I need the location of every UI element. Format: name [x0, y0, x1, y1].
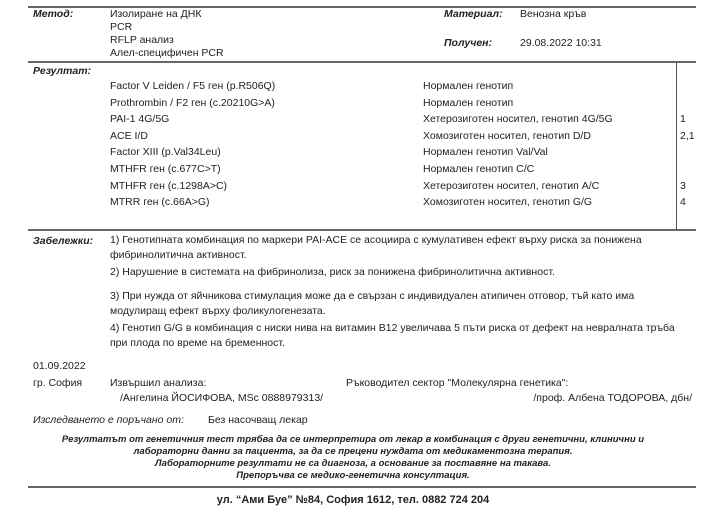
ordered-by-label: Изследването е поръчано от: — [33, 414, 184, 426]
result-result: Нормален генотип Val/Val — [423, 146, 548, 159]
disclaimer-line: Резултатът от генетичния тест трябва да се интерпретира от лекар в комбинация с други генетични, клинични и — [61, 434, 645, 445]
result-marker: Prothrombin / F2 ген (c.20210G>A) — [110, 96, 275, 109]
material-value: Венозна кръв — [520, 8, 587, 20]
method-item: PCR — [110, 21, 133, 33]
result-result: Нормален генотип C/C — [423, 163, 535, 175]
disclaimer-line: лабораторни данни за пациента, за да се прецени нуждата от медикаментозна терапия. — [133, 446, 573, 457]
report-date: 01.09.2022 — [33, 360, 86, 372]
received-value: 29.08.2022 10:31 — [520, 37, 602, 49]
result-note: 4 — [680, 196, 686, 209]
result-marker: MTRR ген (c.66A>G) — [110, 196, 210, 209]
result-marker: Factor V Leiden / F5 ген (p.R506Q) — [110, 80, 276, 92]
result-marker: ACE I/D — [110, 129, 148, 142]
remark-item: 2) Нарушение в системата на фибринолиза, риск за понижена фибринолитична активност. — [110, 266, 555, 278]
result-result: Хомозиготен носител, генотип D/D — [423, 129, 591, 142]
remarks-label: Забележки: — [33, 235, 94, 247]
footer-address: ул. “Ами Буе” №84, София 1612, тел. 0882 724 204 — [216, 494, 490, 506]
performed-by-label: Извършил анализа: — [110, 377, 207, 389]
result-result: Нормален генотип — [423, 96, 514, 109]
footer-divider — [28, 486, 696, 488]
result-note: 2,1 — [680, 129, 695, 142]
result-marker: Factor XIII (p.Val34Leu) — [110, 146, 221, 159]
remark-item: 3) При нужда от яйчникова стимулация може да е свързан с индивидуален атипичен отговор, тъй като има модулиращ ефект върху фоликулогенезата. — [110, 290, 635, 317]
received-label: Получен: — [444, 37, 492, 49]
result-result: Нормален генотип — [423, 80, 514, 92]
result-note: 3 — [680, 179, 686, 192]
disclaimer-line: Препоръчва се медико-генетична консултация. — [236, 470, 470, 481]
ordered-by-value: Без насочващ лекар — [208, 414, 308, 426]
result-marker: MTHFR ген (c.677C>T) — [110, 163, 221, 175]
result-marker: MTHFR ген (c.1298A>C) — [110, 179, 228, 192]
method-label: Метод: — [33, 8, 74, 20]
head-name: /проф. Албена ТОДОРОВА, дбн/ — [533, 392, 692, 404]
material-label: Материал: — [444, 8, 503, 20]
results-label: Резултат: — [33, 65, 92, 77]
result-result: Хетерозиготен носител, генотип 4G/5G — [423, 113, 613, 126]
remark-item: 4) Генотип G/G в комбинация с ниски нива на витамин B12 увеличава 5 пъти риска от дефект на невралната тръба при плода по време на бременност. — [110, 322, 675, 349]
result-marker: PAI-1 4G/5G — [110, 113, 170, 126]
performed-by-name: /Ангелина ЙОСИФОВА, MSc 0888979313/ — [120, 392, 324, 404]
method-item: RFLP анализ — [110, 34, 174, 46]
disclaimer-line: Лабораторните резултати не са диагноза, а основание за поставяне на такава. — [155, 458, 551, 469]
result-result: Хетерозиготен носител, генотип A/C — [423, 179, 600, 192]
head-label: Ръководител сектор "Молекулярна генетика": — [346, 377, 569, 389]
method-divider — [28, 61, 696, 63]
city: гр. София — [33, 377, 83, 389]
results-divider — [28, 229, 696, 231]
method-item: Алел-специфичен PCR — [110, 47, 224, 59]
remark-item: 1) Генотипната комбинация по маркери PAI-ACE се асоциира с кумулативен ефект върху риска за понижена фибринолитична активност. — [110, 234, 642, 261]
result-note: 1 — [680, 113, 686, 126]
result-result: Хомозиготен носител, генотип G/G — [423, 196, 593, 209]
notes-column-divider — [676, 62, 677, 230]
method-item: Изолиране на ДНК — [110, 8, 202, 20]
